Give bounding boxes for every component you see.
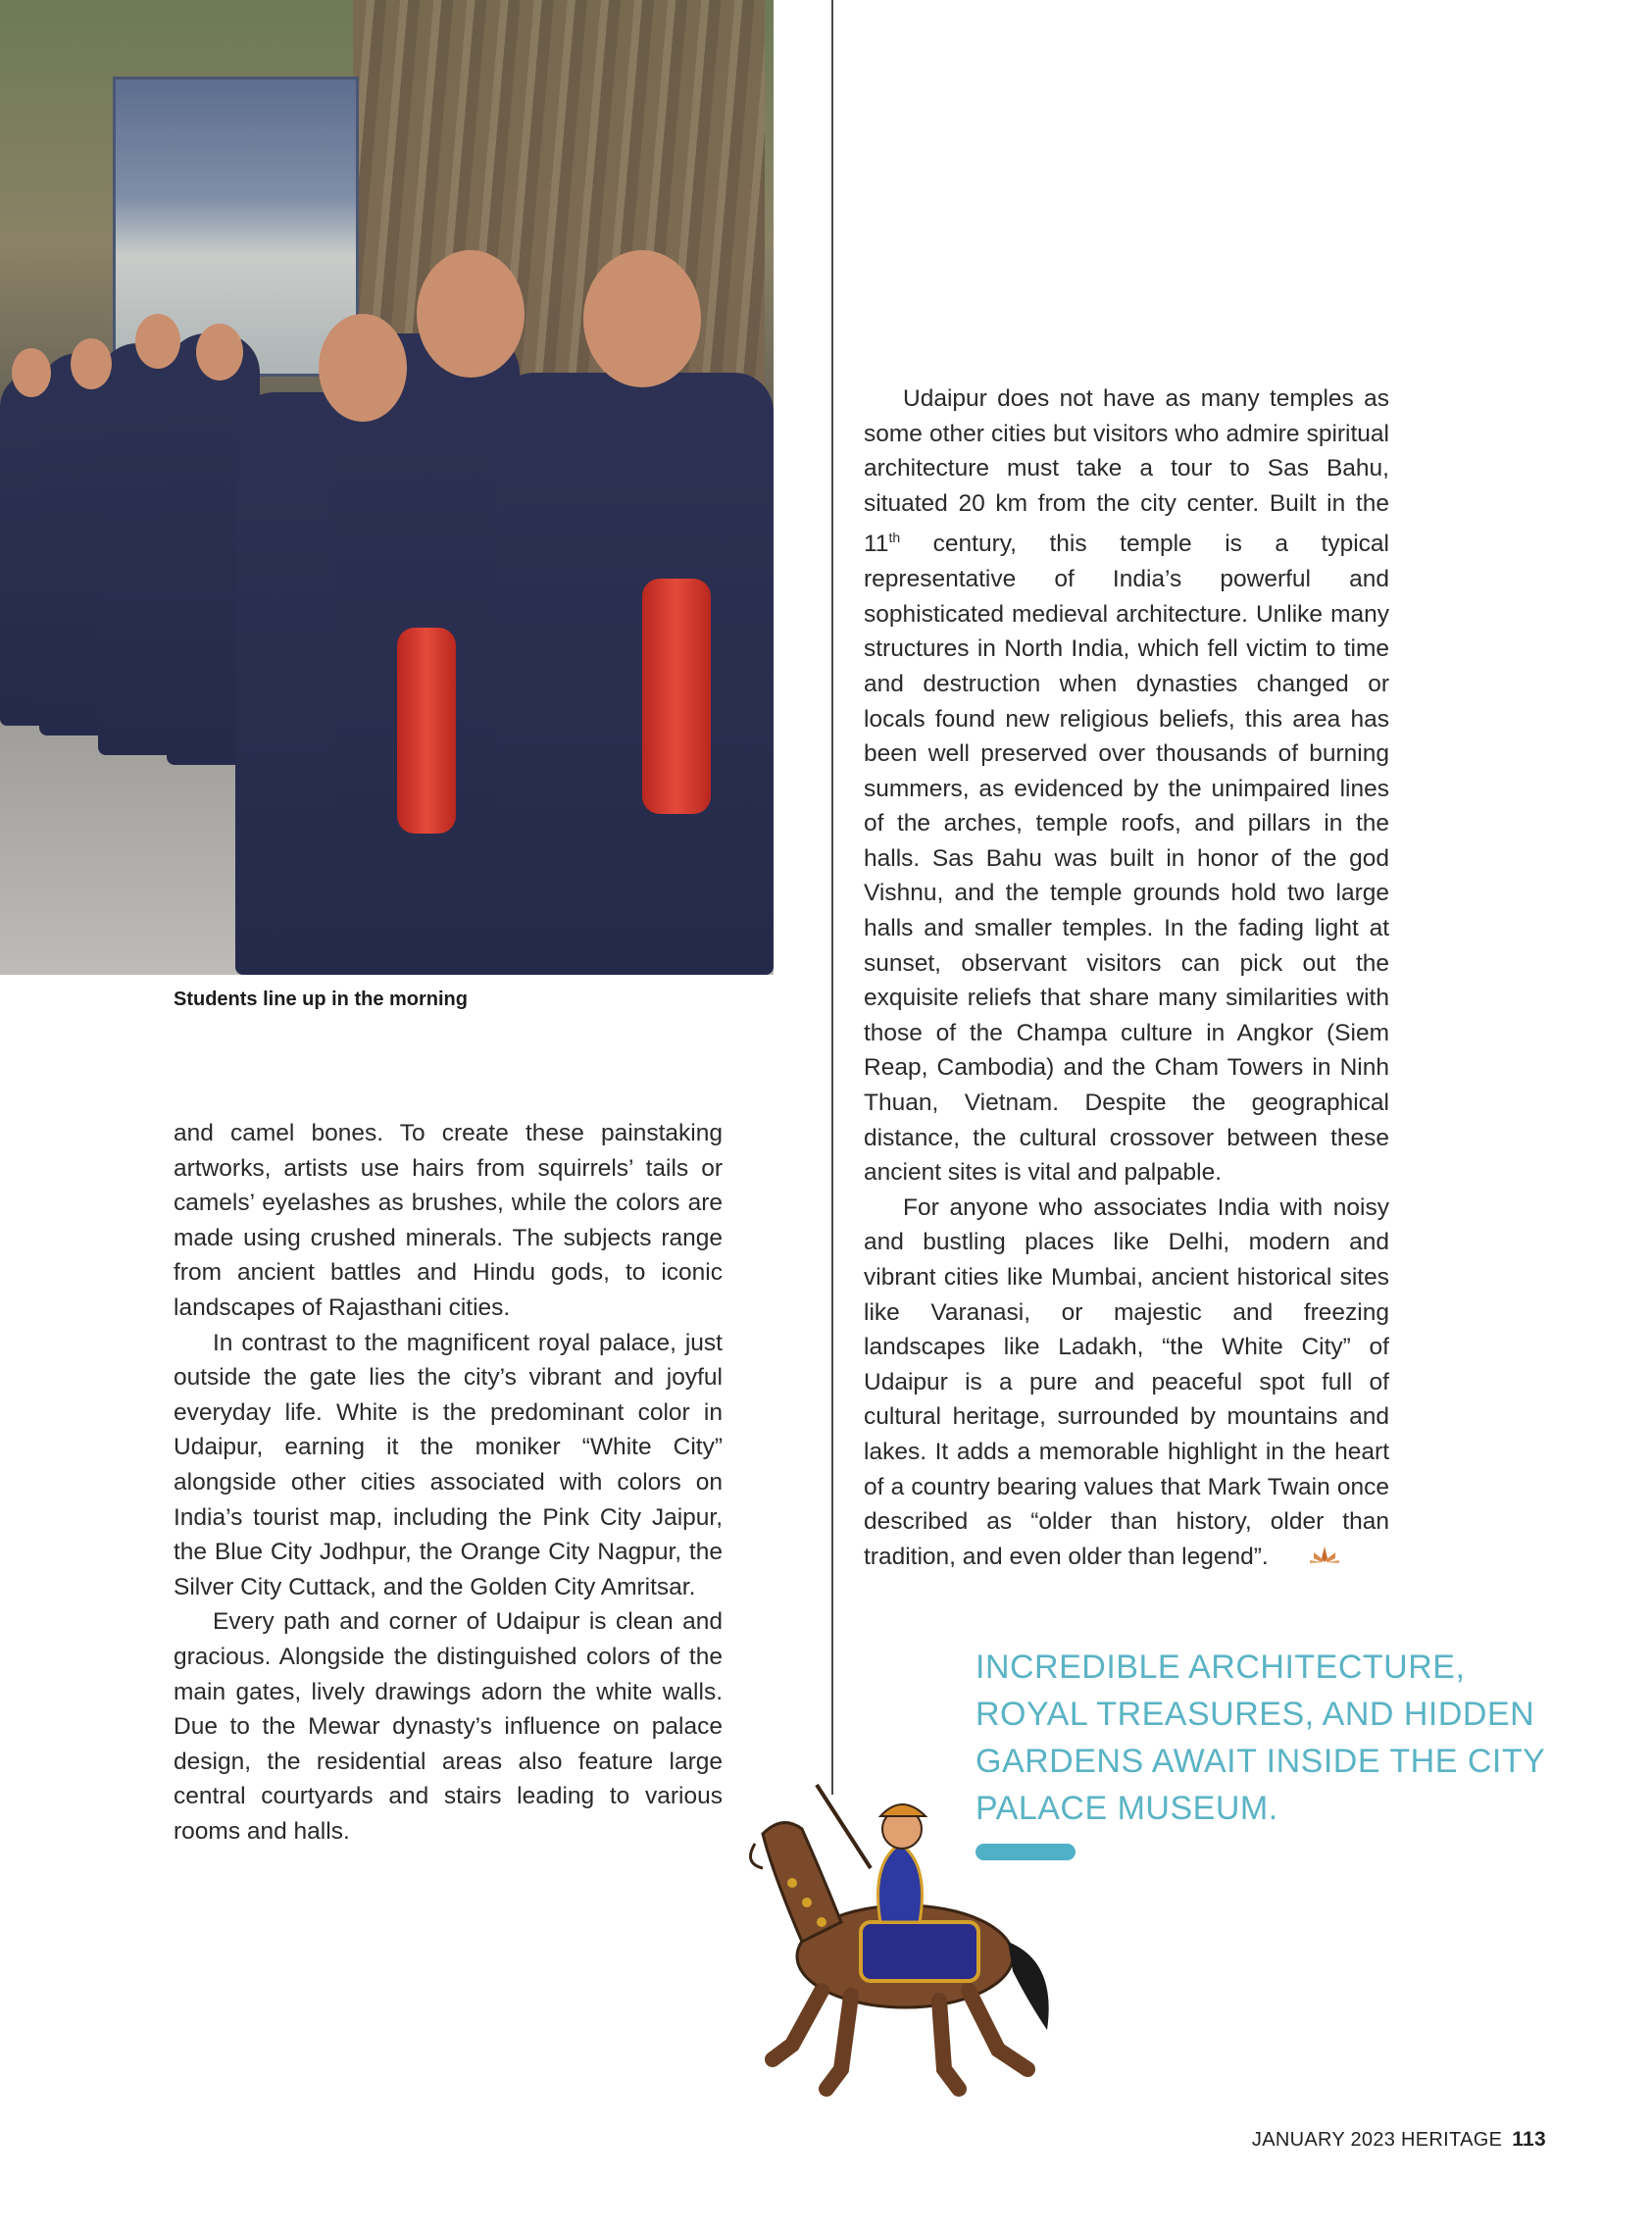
student-figure <box>495 373 774 975</box>
student-face <box>12 348 51 397</box>
paragraph: and camel bones. To create these painstaking artworks, artists use hairs from squirrels’ tails or camels’ eyelashes as brushes, while the colors are made using crushed minerals. The subjects range from ancient battles and Hindu gods, to iconic landscapes of Rajasthani cities. <box>174 1120 723 1321</box>
student-face <box>71 338 112 389</box>
horse-rider-illustration <box>733 1775 1067 2099</box>
paragraph <box>864 381 1389 1191</box>
water-bottle <box>642 579 711 814</box>
paragraph: In contrast to the magnificent royal palace, just outside the gate lies the city’s vibrant and joyful everyday life. White is the predominant color in Udaipur, earning it the moniker “White City” alongside other cities associated with colors on India’s tourist map, including the Pink City Jaipur, the Blue City Jodhpur, the Orange City Nagpur, the Silver City Cuttack, and the Golden City Amritsar. <box>174 1329 723 1600</box>
students-photo <box>0 0 774 975</box>
photo-caption: Students line up in the morning <box>174 989 468 1010</box>
paragraph <box>864 1191 1389 1575</box>
page-number: 113 <box>1512 2128 1546 2151</box>
student-face <box>135 314 180 369</box>
superscript: th <box>888 530 901 546</box>
lotus-end-mark-icon <box>1271 1540 1339 1575</box>
page-footer <box>1252 2128 1546 2152</box>
water-bottle <box>397 628 456 834</box>
paragraph-text: For anyone who associates India with noisy and bustling places like Delhi, modern and vibrant cities like Mumbai, ancient historical sites like Varanasi, or majestic and freezing landscapes like Ladakh, “the White City” of Udaipur is a pure and peaceful spot full of cultural heritage, surrounded by mountains and lakes. It adds a memorable highlight in the heart of a country bearing values that Mark Twain once described as “older than history, older than tradition, and even older than legend”. <box>864 1193 1389 1570</box>
paragraph-text: century, this temple is a typical representative of India’s powerful and sophisticated medieval architecture. Unlike many structures in North India, which fell victim to time and destruction when dynasties changed or locals found new religious beliefs, this area has been well preserved over thousands of burning summers, as evidenced by the unimpaired lines of the arches, temple roofs, and pillars in the halls. Sas Bahu was built in honor of the god Vishnu, and the temple grounds hold two large halls and smaller temples. In the fading light at sunset, observant visitors can pick out the exquisite reliefs that share many similarities with those of the Champa culture in Angkor (Siem Reap, Cambodia) and the Cham Towers in Ninh Thuan, Vietnam. Despite the geographical distance, the cultural crossover between these ancient sites is vital and palpable. <box>864 531 1389 1187</box>
student-face <box>583 250 701 387</box>
pull-quote: INCREDIBLE ARCHITECTURE, ROYAL TREASURES, AND HIDDEN GARDENS AWAIT INSIDE THE CITY PALACE MUSEUM. <box>976 1649 1545 1827</box>
paragraph-text: Udaipur does not have as many temples as some other cities but visitors who admire spiritual architecture must take a tour to Sas Bahu, situated 20 km from the city center. Built in the 11 <box>864 385 1389 558</box>
column-divider <box>831 0 833 1795</box>
student-face <box>319 314 407 422</box>
paragraph: Every path and corner of Udaipur is clean and gracious. Alongside the distinguished colors of the main gates, lively drawings adorn the white walls. Due to the Mewar dynasty’s influence on palace design, the residential areas also feature large central courtyards and stairs leading to various rooms and halls. <box>174 1608 723 1845</box>
student-face <box>196 324 243 380</box>
issue-label: JANUARY 2023 HERITAGE <box>1251 2129 1503 2151</box>
left-text-column <box>174 1116 723 1849</box>
right-text-column <box>864 381 1389 1574</box>
student-face <box>417 250 525 378</box>
